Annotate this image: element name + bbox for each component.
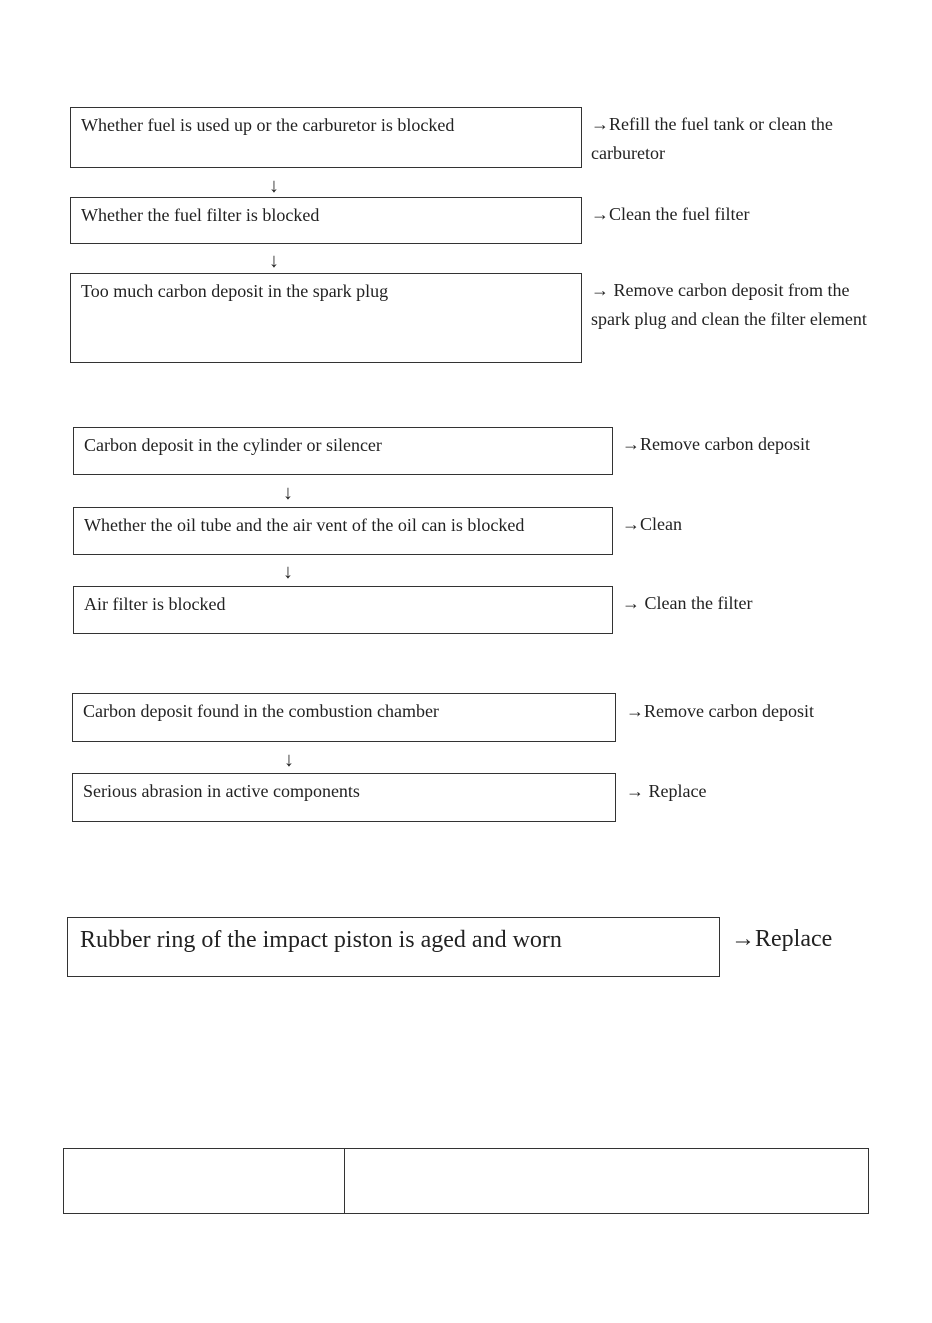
action-clean-filter: → Clean the filter bbox=[622, 593, 753, 613]
cause-box-rubber-ring bbox=[67, 917, 720, 977]
table-cell bbox=[345, 1149, 868, 1213]
cause-text: Too much carbon deposit in the spark plug bbox=[81, 281, 389, 301]
cause-text: Whether the oil tube and the air vent of the oil can is blocked bbox=[84, 515, 525, 535]
action-replace-rubber-ring: →Replace bbox=[731, 926, 833, 952]
cause-text: Rubber ring of the impact piston is aged and worn bbox=[80, 927, 562, 953]
cause-box-combustion-chamber bbox=[72, 693, 616, 742]
cause-text: Whether fuel is used up or the carburetor is blocked bbox=[81, 115, 455, 135]
action-remove-carbon-cylinder: →Remove carbon deposit bbox=[622, 434, 810, 454]
action-remove-carbon-combustion: →Remove carbon deposit bbox=[626, 701, 814, 721]
flow-arrow-icon: ↓ bbox=[269, 250, 279, 272]
action-replace-components: → Replace bbox=[626, 781, 707, 801]
cause-box-fuel-filter bbox=[70, 197, 582, 244]
flow-arrow-icon: ↓ bbox=[283, 561, 293, 583]
cause-box-air-filter bbox=[73, 586, 613, 634]
empty-table bbox=[63, 1148, 869, 1214]
cause-box-fuel-used-up bbox=[70, 107, 582, 168]
flow-arrow-icon: ↓ bbox=[284, 749, 294, 771]
cause-text: Carbon deposit found in the combustion chamber bbox=[83, 701, 439, 721]
cause-box-cylinder-silencer bbox=[73, 427, 613, 475]
cause-text: Carbon deposit in the cylinder or silencer bbox=[84, 435, 382, 455]
cause-box-abrasion bbox=[72, 773, 616, 822]
cause-box-oil-tube-vent bbox=[73, 507, 613, 555]
action-clean-fuel-filter: →Clean the fuel filter bbox=[591, 204, 750, 224]
cause-text: Serious abrasion in active components bbox=[83, 781, 360, 801]
action-remove-carbon-spark-plug: → Remove carbon deposit from the spark plug and clean the filter element bbox=[591, 280, 867, 329]
cause-text: Whether the fuel filter is blocked bbox=[81, 205, 320, 225]
cause-box-spark-plug bbox=[70, 273, 582, 363]
table-cell bbox=[64, 1149, 345, 1213]
action-refill-fuel: →Refill the fuel tank or clean the carburetor bbox=[591, 114, 833, 163]
flow-arrow-icon: ↓ bbox=[269, 175, 279, 197]
flow-arrow-icon: ↓ bbox=[283, 482, 293, 504]
action-clean: →Clean bbox=[622, 514, 682, 534]
cause-text: Air filter is blocked bbox=[84, 594, 226, 614]
